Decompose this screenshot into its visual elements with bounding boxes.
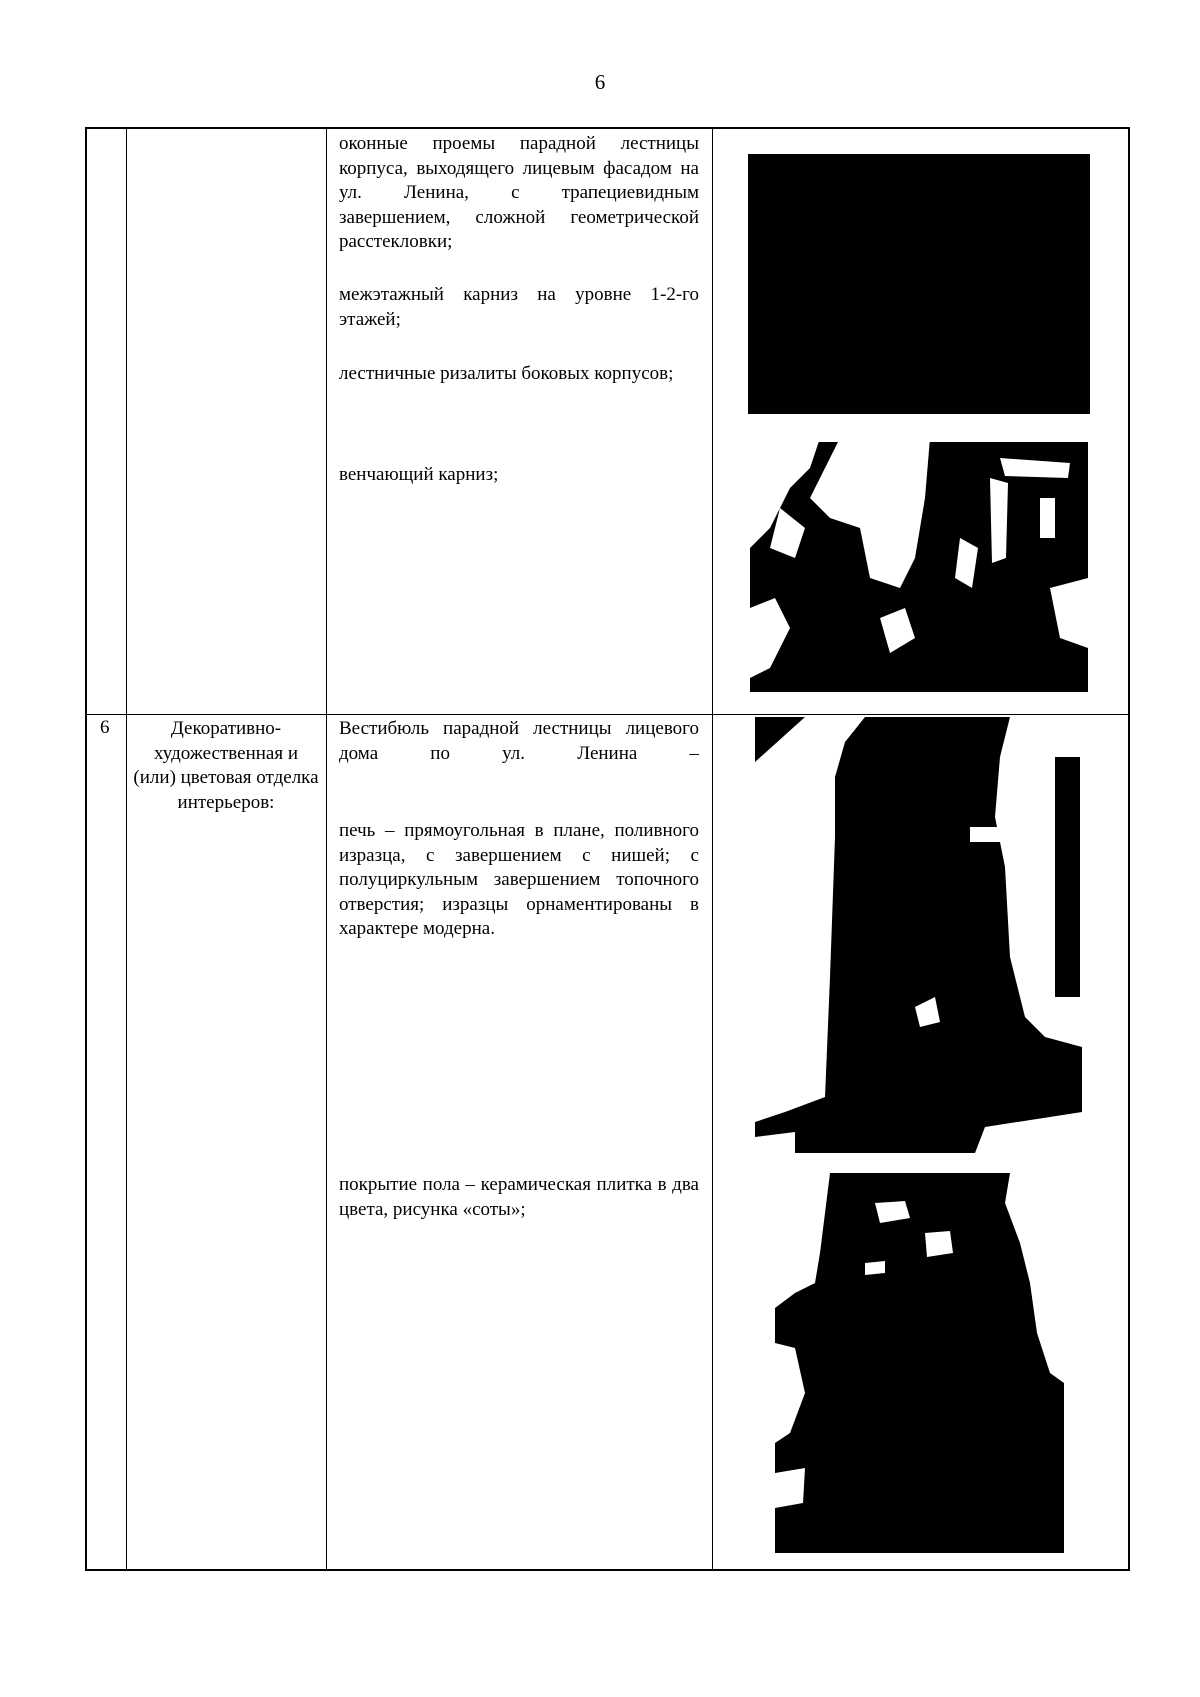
floor-photo — [775, 1173, 1064, 1553]
stove-photo — [755, 717, 1082, 1153]
interfloor-cornice-text: межэтажный карниз на уровне 1-2-го этажей; — [339, 284, 699, 330]
floor-covering-text: покрытие пола – керамическая плитка в два цвета, рисунка «соты»; — [339, 1174, 699, 1220]
column-divider — [326, 129, 327, 1569]
column-divider — [126, 129, 127, 1569]
cornice-photo — [750, 438, 1088, 692]
stove-text: печь – прямоугольная в плане, поливного изразца, с завершением с нишей; с полуциркульным завершением топочного отверстия; изразцы орнаментированы в характере модерна. — [339, 820, 699, 939]
category-label: Декоративно-художественная и (или) цветовая отделка интерьеров: — [133, 718, 319, 813]
row-number: 6 — [100, 717, 110, 738]
stair-risalits-text: лестничные ризалиты боковых корпусов; — [339, 363, 674, 384]
objects-table — [85, 127, 1130, 1571]
facade-photo — [748, 154, 1090, 414]
crowning-cornice-text: венчающий карниз; — [339, 464, 499, 485]
column-divider — [712, 129, 713, 1569]
vestibule-text: Вестибюль парадной лестницы лицевого дома по ул. Ленина – — [339, 718, 699, 764]
row-divider — [87, 714, 1128, 715]
page-number: 6 — [594, 70, 606, 94]
window-openings-text: оконные проемы парадной лестницы корпуса, выходящего лицевым фасадом на ул. Ленина, с трапециевидным завершением, сложной геометрической расстекловки; — [339, 133, 699, 252]
